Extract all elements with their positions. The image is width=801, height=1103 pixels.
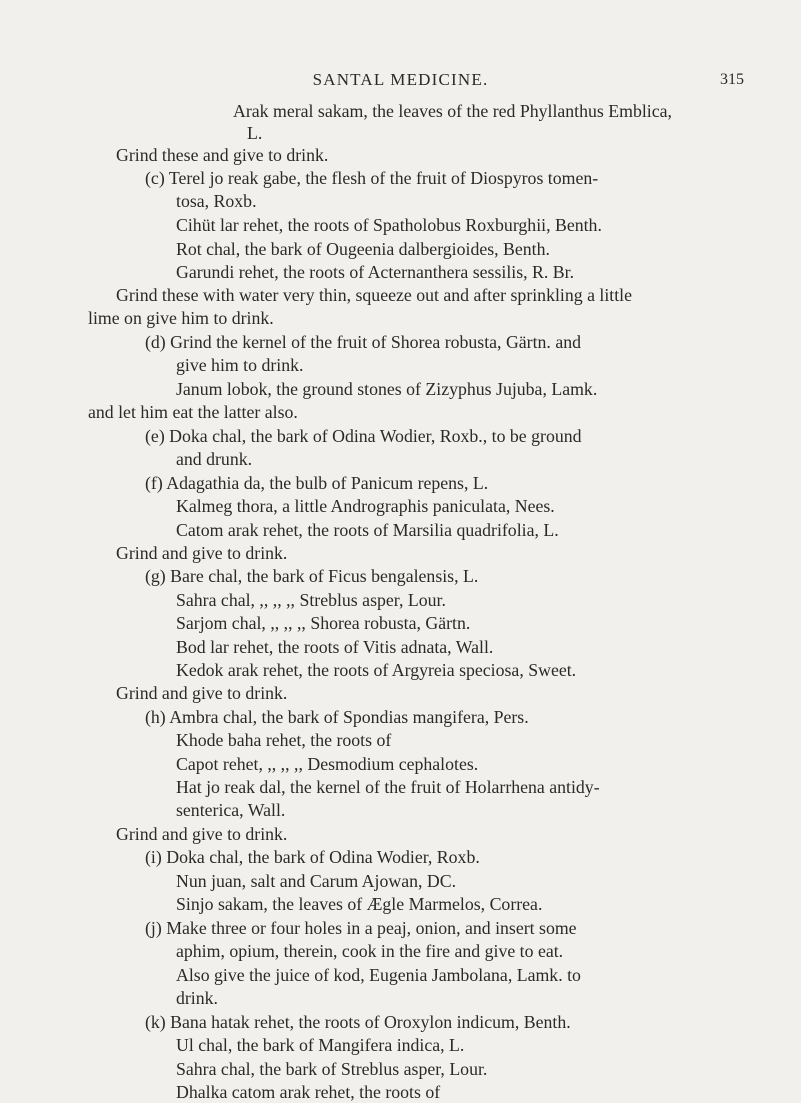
text-line: Bod lar rehet, the roots of Vitis adnata, Wall.: [176, 637, 494, 657]
text-line: Also give the juice of kod, Eugenia Jambolana, Lamk. to: [176, 965, 581, 985]
text-line: senterica, Wall.: [176, 800, 286, 820]
text-line: Nun juan, salt and Carum Ajowan, DC.: [176, 871, 457, 891]
text-line: (e) Doka chal, the bark of Odina Wodier, Roxb., to be ground: [145, 426, 582, 446]
text-line: give him to drink.: [176, 355, 304, 375]
text-line: aphim, opium, therein, cook in the fire and give to eat.: [176, 941, 564, 961]
text-line: (j) Make three or four holes in a peaj, onion, and insert some: [145, 918, 577, 938]
text-line: Kedok arak rehet, the roots of Argyreia speciosa, Sweet.: [176, 660, 577, 680]
text-line: Cihüt lar rehet, the roots of Spatholobus Roxburghii, Benth.: [176, 215, 602, 235]
text-line: (f) Adagathia da, the bulb of Panicum repens, L.: [145, 473, 489, 493]
text-line: Khode baha rehet, the roots of: [176, 730, 392, 750]
text-line: drink.: [176, 988, 218, 1008]
text-line: (g) Bare chal, the bark of Ficus bengalensis, L.: [145, 566, 479, 586]
text-line: and drunk.: [176, 449, 253, 469]
text-line: Grind these and give to drink.: [116, 145, 329, 165]
text-line: Catom arak rehet, the roots of Marsilia quadrifolia, L.: [176, 520, 559, 540]
text-line: (k) Bana hatak rehet, the roots of Oroxylon indicum, Benth.: [145, 1012, 571, 1032]
text-line: (d) Grind the kernel of the fruit of Shorea robusta, Gärtn. and: [145, 332, 581, 352]
text-line: Sarjom chal, ,, ,, ,, Shorea robusta, Gärtn.: [176, 613, 471, 633]
text-line: Sinjo sakam, the leaves of Ægle Marmelos, Correa.: [176, 894, 543, 914]
text-line: (h) Ambra chal, the bark of Spondias mangifera, Pers.: [145, 707, 529, 727]
text-line: Hat jo reak dal, the kernel of the fruit of Holarrhena antidy-: [176, 777, 600, 797]
text-line: Grind and give to drink.: [116, 683, 288, 703]
text-line: Ul chal, the bark of Mangifera indica, L.: [176, 1035, 465, 1055]
text-line: tosa, Roxb.: [176, 191, 257, 211]
text-line: and let him eat the latter also.: [88, 402, 298, 422]
text-line: Sahra chal, ,, ,, ,, Streblus asper, Lour.: [176, 590, 446, 610]
text-line: lime on give him to drink.: [88, 308, 274, 328]
text-line: L.: [247, 123, 263, 143]
text-line: (i) Doka chal, the bark of Odina Wodier, Roxb.: [145, 847, 480, 867]
text-line: Grind and give to drink.: [116, 543, 288, 563]
text-line: Arak meral sakam, the leaves of the red Phyllanthus Emblica,: [233, 101, 672, 121]
page-header: [0, 60, 801, 100]
text-line: Rot chal, the bark of Ougeenia dalbergioides, Benth.: [176, 239, 550, 259]
page-number: 315: [720, 71, 744, 88]
text-line: Garundi rehet, the roots of Acternanthera sessilis, R. Br.: [176, 262, 575, 282]
text-line: Dhalka catom arak rehet, the roots of: [176, 1082, 441, 1102]
text-line: Grind these with water very thin, squeeze out and after sprinkling a little: [116, 285, 632, 305]
text-line: Janum lobok, the ground stones of Zizyphus Jujuba, Lamk.: [176, 379, 598, 399]
running-title: SANTAL MEDICINE.: [312, 70, 489, 89]
text-line: Grind and give to drink.: [116, 824, 288, 844]
text-line: Sahra chal, the bark of Streblus asper, Lour.: [176, 1059, 488, 1079]
text-line: (c) Terel jo reak gabe, the flesh of the fruit of Diospyros tomen-: [145, 168, 599, 188]
text-line: Kalmeg thora, a little Andrographis paniculata, Nees.: [176, 496, 555, 516]
text-line: Capot rehet, ,, ,, ,, Desmodium cephalotes.: [176, 754, 479, 774]
